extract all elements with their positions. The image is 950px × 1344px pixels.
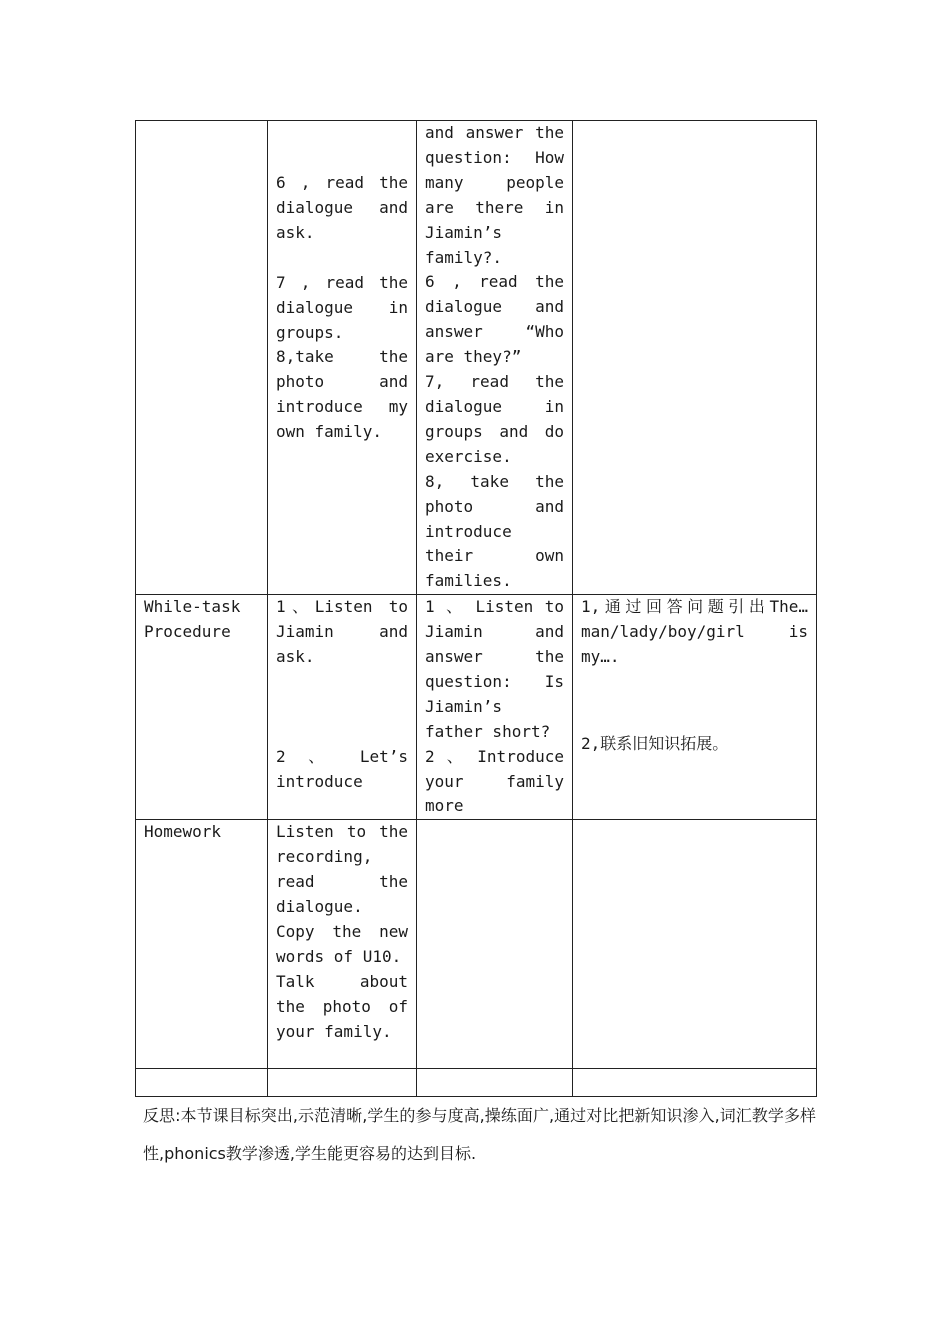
student-activity-cell [417,595,573,820]
lesson-plan-table [135,120,817,1097]
teacher-activity-cell [268,820,417,1069]
homework-item: Listen to the recording, read the dialogue. [276,822,408,917]
student-step: 1 、 Listen to Jiamin and answer the question: Is Jiamin’s father short? [425,597,564,741]
student-step: 7, read the dialogue in groups and do exercise. [425,372,564,466]
student-activity-cell [417,121,573,595]
homework-item: Copy the new words of U10. [276,922,408,966]
empty-cell [417,1069,573,1097]
teacher-activity-cell [268,595,417,820]
table-row [136,1069,817,1097]
teacher-step: 2 、 Let’s introduce [276,746,408,791]
table-row [136,121,817,595]
purpose-note: 1,通过回答问题引出The…man/lady/boy/girl is my…. [581,597,808,667]
stage-label: While-task Procedure [144,597,241,642]
empty-cell [268,1069,417,1097]
stage-cell [136,595,268,820]
homework-item: Talk about the photo of your family. [276,971,408,1041]
reflection-text: 反思:本节课目标突出,示范清晰,学生的参与度高,操练面广,通过对比把新知识渗入,词汇教学多样性,phonics教学渗透,学生能更容易的达到目标. [143,1106,816,1163]
purpose-cell [573,595,817,820]
purpose-cell [573,820,817,1069]
teacher-step: 1、Listen to Jiamin and ask. [276,597,408,667]
stage-cell [136,820,268,1069]
purpose-note: 2,联系旧知识拓展。 [581,733,729,753]
student-step: 8, take the photo and introduce their own families. [425,471,564,591]
student-activity-cell [417,820,573,1069]
table-row [136,820,817,1069]
teacher-activity-cell [268,121,417,595]
student-step: and answer the question: How many people are there in Jiamin’s family?. [425,123,564,267]
student-step: 6 , read the dialogue and answer “Who are they?” [425,272,564,367]
teacher-step: 7 , read the dialogue in groups. [276,272,408,342]
teacher-step: 6 , read the dialogue and ask. [276,173,408,242]
empty-cell [573,1069,817,1097]
purpose-cell [573,121,817,595]
stage-cell [136,121,268,595]
table-row [136,595,817,820]
stage-label: Homework [144,822,222,842]
empty-cell [136,1069,268,1097]
teacher-step: 8,take the photo and introduce my own family. [276,347,408,442]
student-step: 2 、 Introduce your family more [425,746,564,816]
